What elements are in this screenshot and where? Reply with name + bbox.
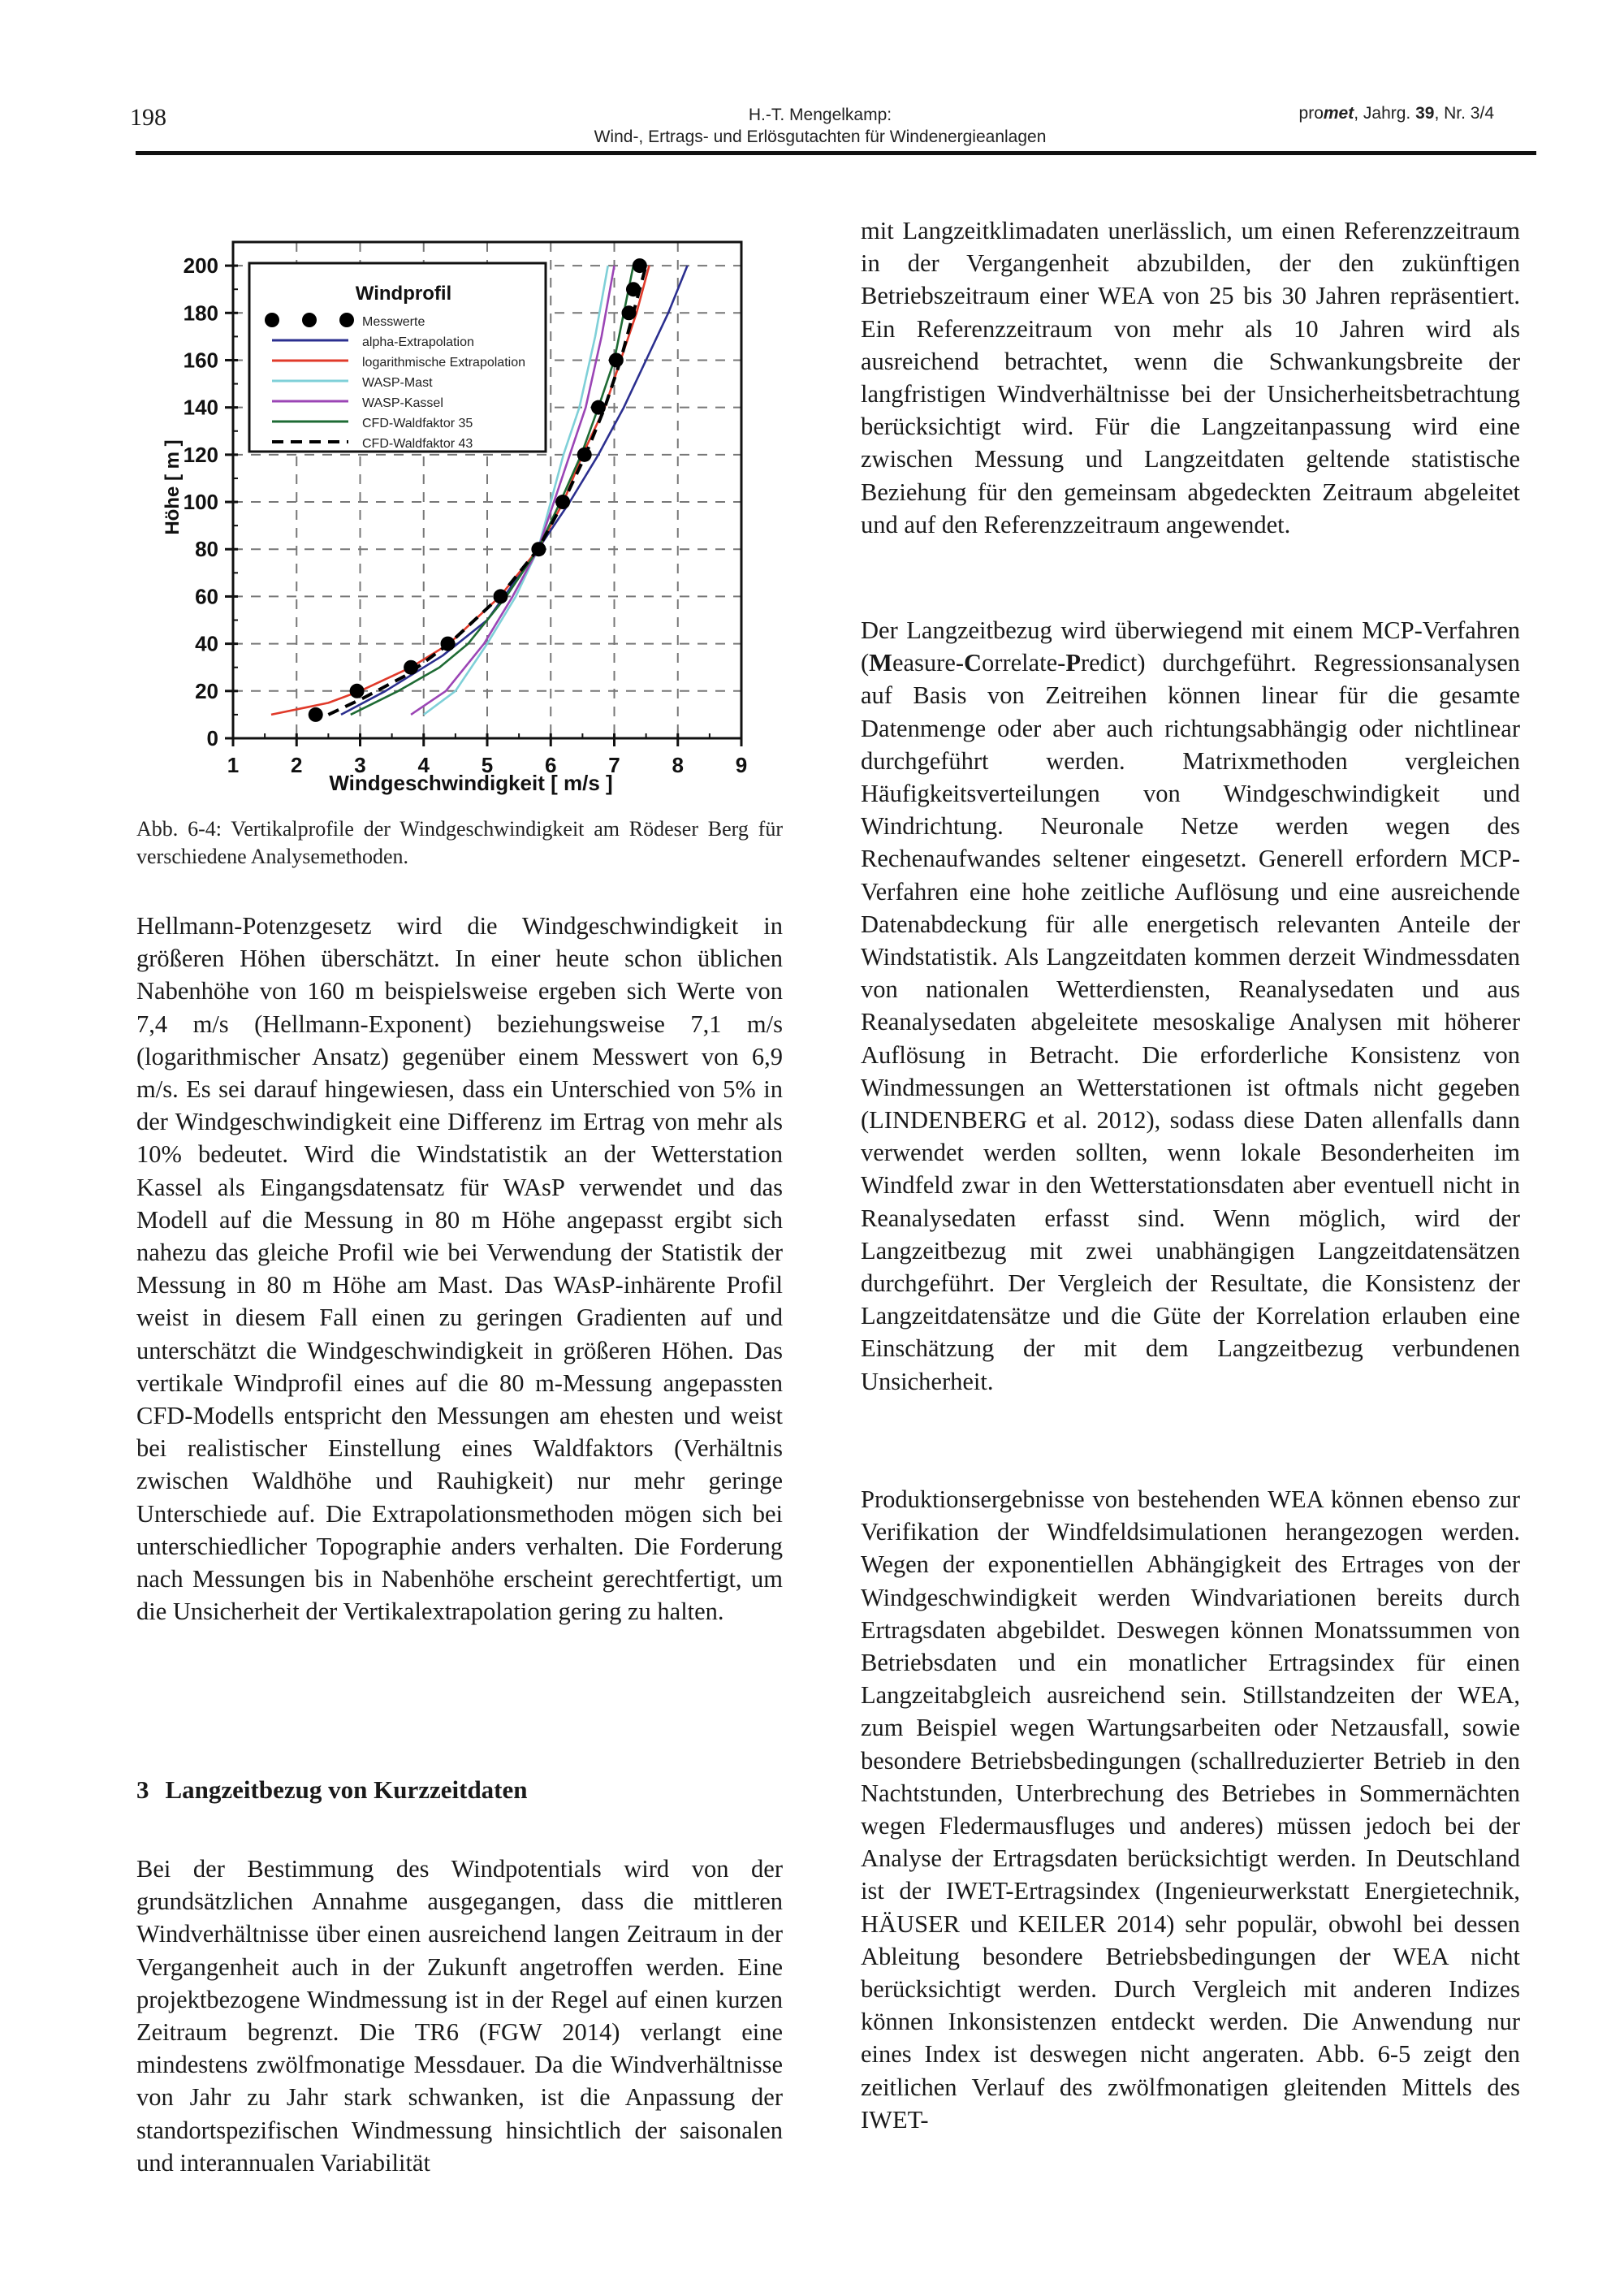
data-point-messwerte — [493, 589, 508, 603]
header-title: Wind-, Ertrags- und Erlösgutachten für Windenergieanlagen — [594, 128, 1047, 146]
right-column-paragraph-1 — [861, 214, 1520, 541]
legend-label: alpha-Extrapolation — [362, 335, 474, 349]
data-point-messwerte — [531, 542, 546, 556]
x-tick-label: 6 — [545, 753, 557, 777]
legend-marker — [302, 313, 317, 327]
data-point-messwerte — [633, 258, 647, 273]
legend-label: CFD-Waldfaktor 43 — [362, 437, 473, 451]
page-number: 198 — [130, 104, 166, 131]
section-title: Langzeitbezug von Kurzzeitdaten — [165, 1775, 528, 1804]
y-axis-label: Höhe [ m ] — [162, 439, 184, 535]
x-tick-label: 8 — [672, 753, 684, 777]
paragraph: Bei der Bestimmung des Windpotentials wird von der grundsätzlichen Annahme ausgegangen, dass die mittleren Windverhältnisse über einen ausreichend langen Zeitraum in der Vergangenheit auch in der Zukunft angetroffen werden. Eine projektbezogene Windmessung ist in der Regel auf einen kurzen Zeitraum begrenzt. Die TR6 (FGW 2014) verlangt eine mindestens zwölfmonatige Messdauer. Da die Windverhältnisse von Jahr zu Jahr stark schwanken, ist die Anpassung der standortspezifischen Windmessung hinsichtlich der saisonalen und interannualen Variabilität — [136, 1855, 783, 2177]
header-author: H.-T. Mengelkamp: — [748, 106, 892, 124]
text-run: orrelate- — [982, 649, 1066, 677]
running-header — [455, 104, 1186, 148]
data-point-messwerte — [591, 400, 606, 415]
legend-marker — [265, 313, 279, 327]
legend-label: WASP-Mast — [362, 376, 433, 390]
section-heading — [136, 1775, 528, 1805]
x-tick-label: 2 — [291, 753, 303, 777]
x-tick-label: 3 — [354, 753, 366, 777]
figure-caption: Abb. 6-4: Vertikalprofile der Windgeschwindigkeit am Rödeser Berg für verschiedene Analysemethoden. — [136, 817, 783, 868]
data-point-messwerte — [404, 660, 418, 675]
journal-name-em: met — [1323, 104, 1354, 123]
text-run: redict — [1080, 649, 1138, 677]
right-column-paragraph-2 — [861, 614, 1520, 1398]
y-tick-label: 100 — [183, 490, 218, 515]
x-tick-label: 1 — [227, 753, 240, 777]
paragraph — [861, 614, 1520, 1398]
header-rule — [136, 151, 1536, 155]
legend-label: WASP-Kassel — [362, 396, 443, 410]
acronym-letter: P — [1065, 649, 1081, 677]
data-point-messwerte — [626, 282, 641, 296]
y-tick-label: 140 — [183, 395, 218, 420]
legend-label: Messwerte — [362, 315, 425, 329]
acronym-letter: C — [964, 649, 983, 677]
acronym-letter: M — [869, 649, 892, 677]
legend-label: CFD-Waldfaktor 35 — [362, 417, 473, 430]
journal-volume: 39 — [1415, 104, 1435, 123]
x-tick-label: 9 — [735, 753, 748, 777]
text-run: easure- — [892, 649, 965, 677]
x-tick-label: 7 — [608, 753, 620, 777]
y-tick-label: 0 — [206, 726, 218, 750]
legend-marker — [339, 313, 354, 327]
y-tick-label: 20 — [195, 678, 218, 703]
right-column-paragraph-3 — [861, 1483, 1520, 2136]
data-point-messwerte — [577, 448, 592, 462]
paragraph: Hellmann-Potenzgesetz wird die Windgeschwindigkeit in größeren Höhen überschätzt. In einer heute schon üblichen Nabenhöhe von 160 m beispielsweise ergeben sich Werte von 7,4 m/s (Hellmann-Exponent) beziehungsweise 7,1 m/s (logarithmischer Ansatz) gegenüber einem Messwert von 6,9 m/s. Es sei darauf hingewiesen, dass ein Unterschied von 5% in der Windgeschwindigkeit eine Differenz im Ertrag von mehr als 10% bedeutet. Wird die Windstatistik an der Wetterstation Kassel als Eingangsdatensatz für WAsP verwendet und das Modell auf die Messung in 80 m Höhe angepasst ergibt sich nahezu das gleiche Profil wie bei Verwendung der Statistik der Messung in 80 m Höhe am Mast. Das WAsP-inhärente Profil weist in diesem Fall einen zu geringen Gradienten auf und unterschätzt die Windgeschwindigkeit in größeren Höhen. Das vertikale Windprofil eines auf die 80 m-Messung angepassten CFD-Modells entspricht den Messungen am ehesten und weist bei realistischer Einstellung eines Waldfaktors (Verhältnis zwischen Waldhöhe und Rauhigkeit) nur mehr geringe Unterschiede auf. Die Extrapolationsmethoden mögen sich bei unterschiedlicher Topographie anders verhalten. Die Forderung nach Messungen bis in Nabenhöhe erscheint gerechtfertigt, um die Unsicherheit der Vertikalextrapolation gering zu halten. — [136, 912, 783, 1626]
y-tick-label: 160 — [183, 348, 218, 373]
journal-issue: , Nr. 3/4 — [1434, 104, 1494, 123]
y-tick-label: 180 — [183, 301, 218, 326]
data-point-messwerte — [440, 637, 455, 651]
left-column-paragraph-2 — [136, 1853, 783, 2179]
windprofile-chart — [146, 227, 763, 812]
paragraph: Produktionsergebnisse von bestehenden WEA können ebenso zur Verifikation der Windfeldsimulationen herangezogen werden. Wegen der exponentiellen Abhängigkeit des Ertrages von der Windgeschwindigkeit werden Windvariationen bereits durch Ertragsdaten abgebildet. Deswegen können Monatssummen von Betriebsdaten und ein monatlicher Ertragsindex für einen Langzeitabgleich ausreichend sein. Stillstandzeiten der WEA, zum Beispiel wegen Wartungsarbeiten oder Netzausfall, sowie besondere Betriebsbedingungen (schallreduzierter Betrieb in den Nachtstunden, Unterbrechung des Betriebes in Sommernächten wegen Fledermausfluges und anderes) müssen jedoch bei der Analyse der Ertragsdaten berücksichtigt werden. In Deutschland ist der IWET-Ertragsindex (Ingenieurwerkstatt Energietechnik, HÄUSER und KEILER 2014) sehr populär, obwohl bei dessen Ableitung besondere Betriebsbedingungen der WEA nicht berücksichtigt werden. Durch Vergleich mit anderen Indizes können Inkonsistenzen entdeckt werden. Die Anwendung nur eines Index ist deswegen nicht angeraten. Abb. 6-5 zeigt den zeitlichen Verlauf des zwölfmonatigen gleitenden Mittels des IWET- — [861, 1485, 1520, 2134]
journal-name-pre: pro — [1298, 104, 1324, 123]
y-tick-label: 40 — [195, 631, 218, 656]
legend-title: Windprofil — [355, 283, 452, 305]
data-point-messwerte — [621, 305, 636, 320]
journal-info — [1299, 104, 1494, 123]
y-tick-label: 120 — [183, 442, 218, 467]
y-tick-label: 80 — [195, 537, 218, 562]
left-column-paragraph-1 — [136, 910, 783, 1628]
chart-legend — [249, 263, 546, 452]
data-point-messwerte — [309, 707, 323, 722]
paragraph: mit Langzeitklimadaten unerlässlich, um einen Referenzzeitraum in der Vergangenheit abzubilden, der den zukünftigen Betriebszeitraum einer WEA von 25 bis 30 Jahren repräsentiert. Ein Referenzzeitraum von mehr als 10 Jahren wird als ausreichend betrachtet, wenn die Schwankungsbreite der langfristigen Windverhältnisse bei der Unsicherheitsbetrachtung berücksichtigt wird. Für die Langzeitanpassung wird eine zwischen Messung und Langzeitdaten geltende statistische Beziehung für den gemeinsam abgedeckten Zeitraum abgeleitet und auf den Referenzzeitraum angewendet. — [861, 217, 1520, 538]
data-point-messwerte — [609, 352, 624, 367]
legend-label: logarithmische Extrapolation — [362, 356, 525, 370]
x-tick-label: 5 — [481, 753, 494, 777]
text-run: ) durchgeführt. Regressionsanalysen auf Basis von Zeitreihen können linear für die gesamte Datenmenge oder aber auch richtungsabhängig oder nichtlinear durchgeführt werden. Matrixmethoden vergleichen Häufigkeitsverteilungen von Windgeschwindigkeit und Windrichtung. Neuronale Netze werden wegen des Rechenaufwandes seltener eingesetzt. Generell erfordern MCP-Verfahren eine hohe zeitliche Auflösung und eine ausreichende Datenabdeckung für alle energetisch relevanten Anteile der Windstatistik. Als Langzeitdaten kommen derzeit Windmessdaten von nationalen Wetterdiensten, Reanalysedaten und aus Reanalysedaten abgeleitete mesoskalige Analysen mit höherer Auflösung in Betracht. Die erforderliche Konsistenz von Windmessungen an Wetterstationen ist oftmals nicht gegeben (LINDENBERG et al. 2012), sodass diese Daten allenfalls dann verwendet werden sollten, wenn lokale Besonderheiten im Windfeld zwar in den Wetterstationsdaten aber eventuell nicht in Reanalysedaten erfasst sind. Wenn möglich, wird der Langzeitbezug mit zwei unabhängigen Langzeitdatensätzen durchgeführt. Der Vergleich der Resultate, die Konsistenz der Langzeitdatensätze und die Güte der Korrelation erlauben eine Einschätzung der mit dem Langzeitbezug verbundenen Unsicherheit. — [861, 649, 1520, 1395]
data-point-messwerte — [350, 684, 365, 698]
text-run: Der Langzeitbezug wird überwiegend mit einem MCP-Verfahren ( — [861, 616, 1520, 677]
x-axis-label: Windgeschwindigkeit [ m/s ] — [329, 771, 613, 795]
y-tick-label: 60 — [195, 584, 218, 609]
x-tick-label: 4 — [417, 753, 430, 777]
y-tick-label: 200 — [183, 253, 218, 279]
data-point-messwerte — [555, 495, 570, 509]
section-number: 3 — [136, 1775, 149, 1804]
journal-year-label: , Jahrg. — [1354, 104, 1416, 123]
